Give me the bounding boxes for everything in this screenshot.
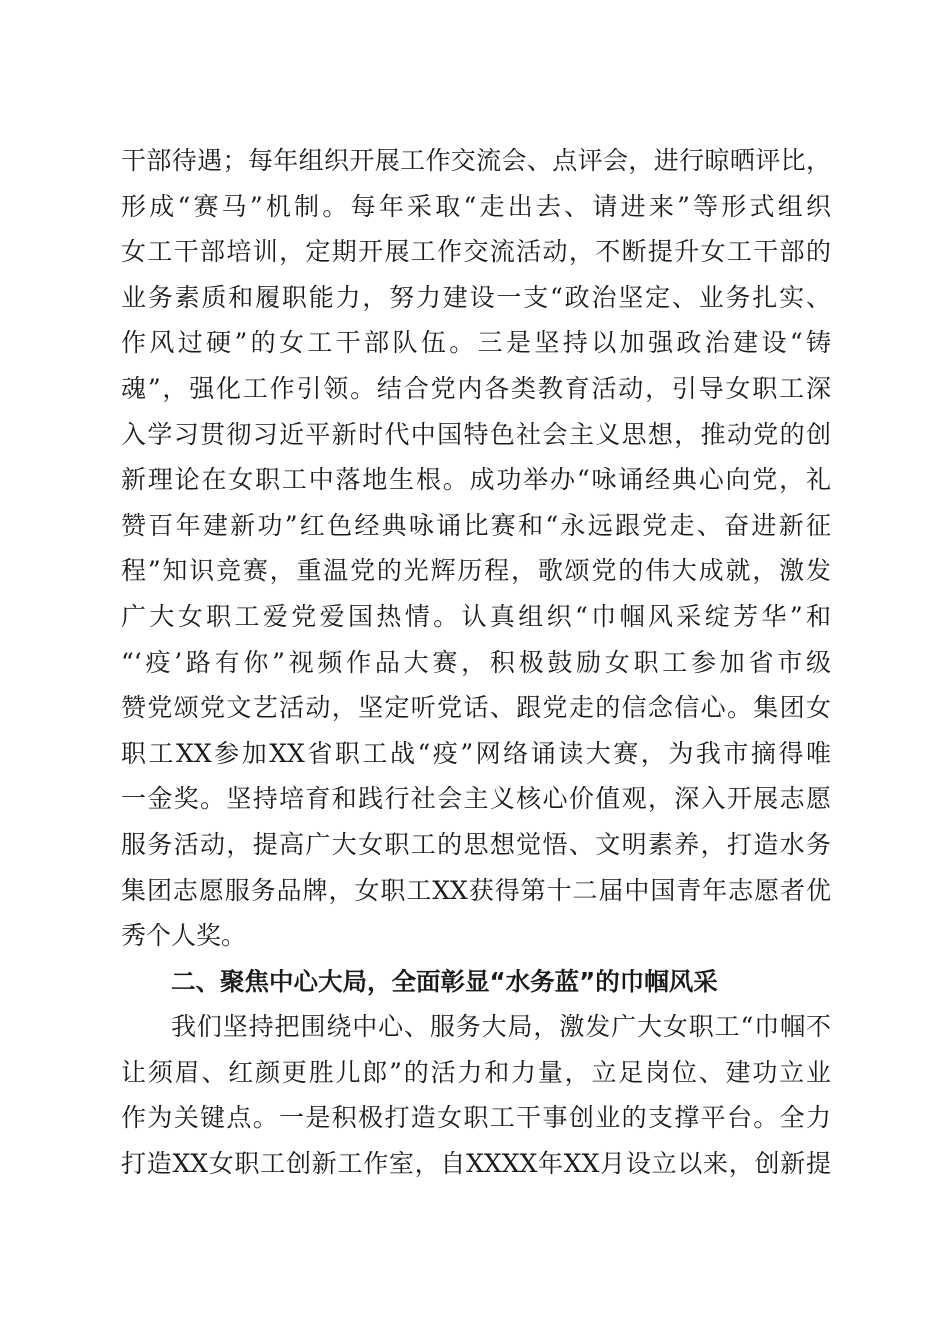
paragraph-line: 魂”，强化工作引领。结合党内各类教育活动，引导女职工深 xyxy=(121,373,831,403)
paragraph-line: 业务素质和履职能力，努力建设一支“政治坚定、业务扎实、 xyxy=(121,282,831,312)
paragraph-line: 干部待遇；每年组织开展工作交流会、点评会，进行晾晒评比， xyxy=(121,146,831,175)
paragraph-line: 广大女职工爱党爱国热情。认真组织“巾帼风采绽芳华”和 xyxy=(121,601,831,631)
paragraph-line: 赞百年建新功”红色经典咏诵比赛和“永远跟党走、奋进新征 xyxy=(121,510,831,540)
paragraph-line: 服务活动，提高广大女职工的思想觉悟、文明素养，打造水务 xyxy=(121,829,831,859)
paragraph-line: 女工干部培训，定期开展工作交流活动，不断提升女工干部的 xyxy=(121,237,831,267)
paragraph-line: 一金奖。坚持培育和践行社会主义核心价值观，深入开展志愿 xyxy=(121,784,831,814)
paragraph-line: 程”知识竞赛，重温党的光辉历程，歌颂党的伟大成就，激发 xyxy=(121,556,831,586)
paragraph-line: 形成“赛马”机制。每年采取“走出去、请进来”等形式组织 xyxy=(121,191,831,221)
paragraph-line: 职工XX参加XX省职工战“疫”网络诵读大赛，为我市摘得唯 xyxy=(121,738,831,768)
paragraph-line: 作为关键点。一是积极打造女职工干事创业的支撑平台。全力 xyxy=(121,1103,831,1133)
document-body xyxy=(121,138,831,1187)
paragraph-line: 入学习贯彻习近平新时代中国特色社会主义思想，推动党的创 xyxy=(121,419,831,449)
paragraph-line: 我们坚持把围绕中心、服务大局，激发广大女职工“巾帼不 xyxy=(171,1012,831,1042)
paragraph-line: 作风过硬”的女工干部队伍。三是坚持以加强政治建设“铸 xyxy=(121,328,831,358)
paragraph-line: 打造XX女职工创新工作室，自XXXX年XX月设立以来，创新提 xyxy=(121,1149,831,1179)
paragraph-line: 秀个人奖。 xyxy=(121,921,247,951)
paragraph-line: 赞党颂党文艺活动，坚定听党话、跟党走的信念信心。集团女 xyxy=(121,693,831,723)
paragraph-line: 新理论在女职工中落地生根。成功举办“咏诵经典心向党，礼 xyxy=(121,465,831,495)
section-heading: 二、聚焦中心大局，全面彰显“水务蓝”的巾帼风采 xyxy=(171,966,718,996)
paragraph-line: “‘疫’路有你”视频作品大赛，积极鼓励女职工参加省市级 xyxy=(121,647,831,677)
paragraph-line: 集团志愿服务品牌，女职工XX获得第十二届中国青年志愿者优 xyxy=(121,875,831,905)
paragraph-line: 让须眉、红颜更胜儿郎”的活力和力量，立足岗位、建功立业 xyxy=(121,1057,831,1087)
